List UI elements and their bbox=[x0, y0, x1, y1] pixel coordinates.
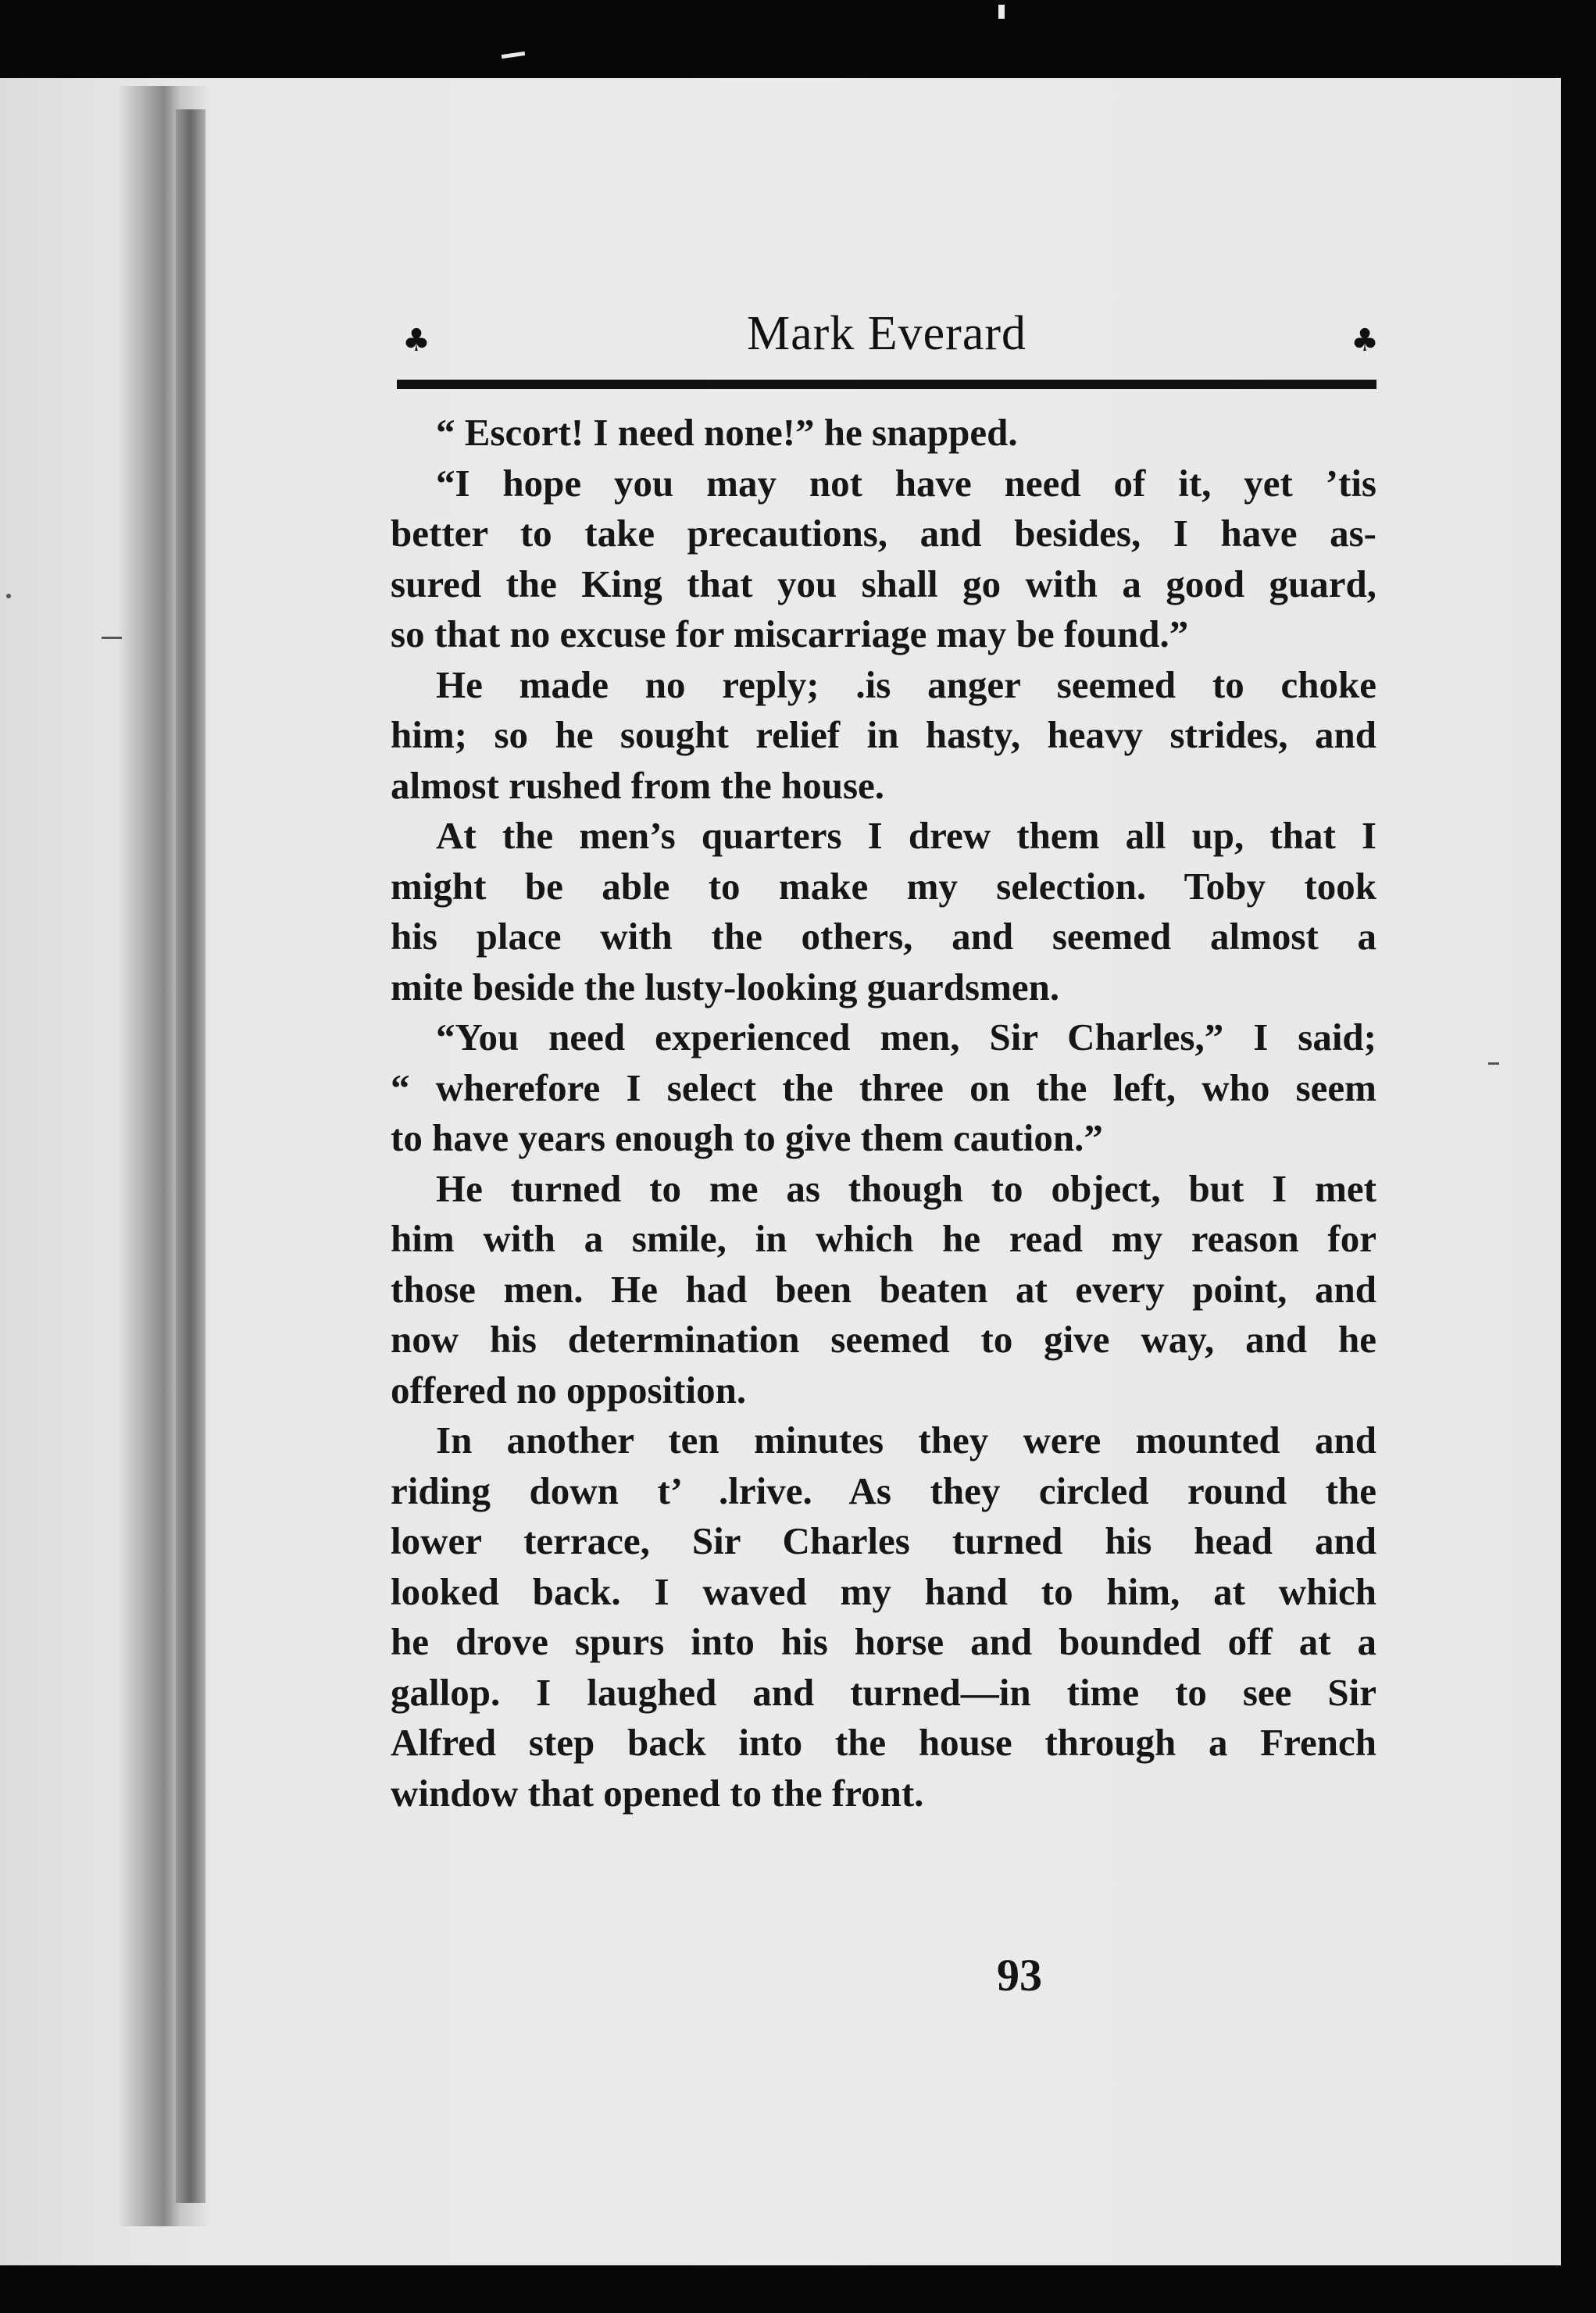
scan-speck bbox=[102, 637, 122, 639]
text-line: “ wherefore I select the three on the left, who seem bbox=[391, 1065, 1376, 1109]
gutter-line bbox=[176, 109, 205, 2203]
text-line: mite beside the lusty-looking guardsmen. bbox=[391, 965, 1060, 1008]
text-line: Alfred step back into the house through a French bbox=[391, 1721, 1376, 1764]
scan-speck bbox=[6, 594, 11, 598]
header-rule bbox=[397, 380, 1376, 389]
body-text bbox=[391, 408, 1376, 1819]
text-line: In another ten minutes they were mounted and bbox=[436, 1419, 1376, 1462]
text-line: those men. He had been beaten at every point, and bbox=[391, 1267, 1376, 1311]
text-line: offered no opposition. bbox=[391, 1368, 747, 1412]
text-line: “ Escort! I need none!” he snapped. bbox=[436, 411, 1018, 454]
text-line: “You need experienced men, Sir Charles,” I said; bbox=[436, 1016, 1376, 1058]
text-line: sured the King that you shall go with a good guard, bbox=[391, 562, 1376, 605]
text-line: so that no excuse for miscarriage may be found.” bbox=[391, 612, 1189, 655]
text-line: him; so he sought relief in hasty, heavy strides, and bbox=[391, 713, 1376, 756]
text-line: he drove spurs into his horse and bounded off at a bbox=[391, 1620, 1376, 1663]
paragraph bbox=[391, 1164, 1376, 1416]
text-line: lower terrace, Sir Charles turned his head and bbox=[391, 1519, 1376, 1562]
scan-speck bbox=[1488, 1062, 1499, 1065]
paragraph bbox=[391, 1415, 1376, 1819]
club-ornament-icon: ♣ bbox=[402, 323, 430, 359]
text-line: He turned to me as though to object, but I met bbox=[436, 1166, 1376, 1210]
text-line: better to take precautions, and besides, I have as- bbox=[391, 512, 1376, 555]
page-number: 93 bbox=[997, 1950, 1042, 2001]
text-line: him with a smile, in which he read my reason for bbox=[391, 1217, 1376, 1260]
text-line: now his determination seemed to give way, and he bbox=[391, 1318, 1376, 1361]
scan-speck-top bbox=[998, 5, 1005, 19]
text-line: gallop. I laughed and turned—in time to see Sir bbox=[391, 1670, 1376, 1714]
club-ornament-icon: ♣ bbox=[1351, 323, 1379, 359]
running-header bbox=[395, 306, 1379, 369]
paragraph bbox=[391, 660, 1376, 812]
text-line: He made no reply; .is anger seemed to choke bbox=[436, 662, 1376, 706]
text-line: almost rushed from the house. bbox=[391, 763, 885, 807]
text-line: his place with the others, and seemed almost a bbox=[391, 915, 1376, 958]
page-title: Mark Everard bbox=[747, 307, 1027, 360]
text-line: to have years enough to give them caution.” bbox=[391, 1116, 1103, 1159]
paragraph bbox=[391, 459, 1376, 660]
text-line: window that opened to the front. bbox=[391, 1771, 924, 1815]
text-line: looked back. I waved my hand to him, at which bbox=[391, 1569, 1376, 1613]
paragraph bbox=[391, 811, 1376, 1012]
paragraph bbox=[391, 408, 1376, 459]
text-line: might be able to make my selection. Toby took bbox=[391, 864, 1376, 908]
text-line: “I hope you may not have need of it, yet ’tis bbox=[436, 461, 1376, 505]
paragraph bbox=[391, 1012, 1376, 1164]
scan-speck-top-left bbox=[502, 52, 525, 59]
text-line: At the men’s quarters I drew them all up, that I bbox=[436, 814, 1376, 857]
text-line: riding down t’ .lrive. As they circled round the bbox=[391, 1469, 1376, 1512]
